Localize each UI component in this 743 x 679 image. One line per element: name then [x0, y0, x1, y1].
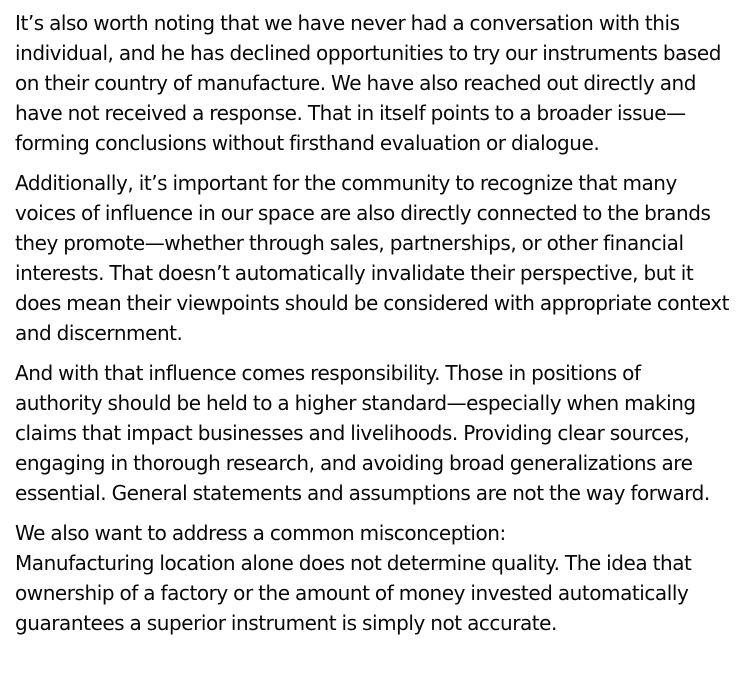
misconception-body: Manufacturing location alone does not determine quality. The idea that ownership of a factory or the amount of money invested automatically guarantees a superior instrument is simply not accurate. — [15, 551, 692, 635]
paragraph-influence-interests: Additionally, it’s important for the community to recognize that many voices of influence in our space are also directly connected to the brands they promote—whether through sales, partnerships, or other financial interests. That doesn’t automatically invalidate their perspective, but it does mean their viewpoints should be considered with appropriate context and discernment. — [15, 171, 730, 345]
paragraph-misconception — [15, 518, 733, 638]
paragraph-responsibility: And with that influence comes responsibility. Those in positions of authority should be held to a higher standard—especially when making claims that impact businesses and livelihoods. Providing clear sources, engaging in thorough research, and avoiding broad generalizations are essential. General statements and assumptions are not the way forward. — [15, 361, 710, 505]
paragraph-no-conversation: It’s also worth noting that we have never had a conversation with this individual, and he has declined opportunities to try our instruments based on their country of manufacture. We have also reached out directly and have not received a response. That in itself points to a broader issue—forming conclusions without firsthand evaluation or dialogue. — [15, 11, 721, 155]
post-body — [15, 8, 733, 638]
misconception-intro: We also want to address a common misconception: — [15, 521, 506, 545]
